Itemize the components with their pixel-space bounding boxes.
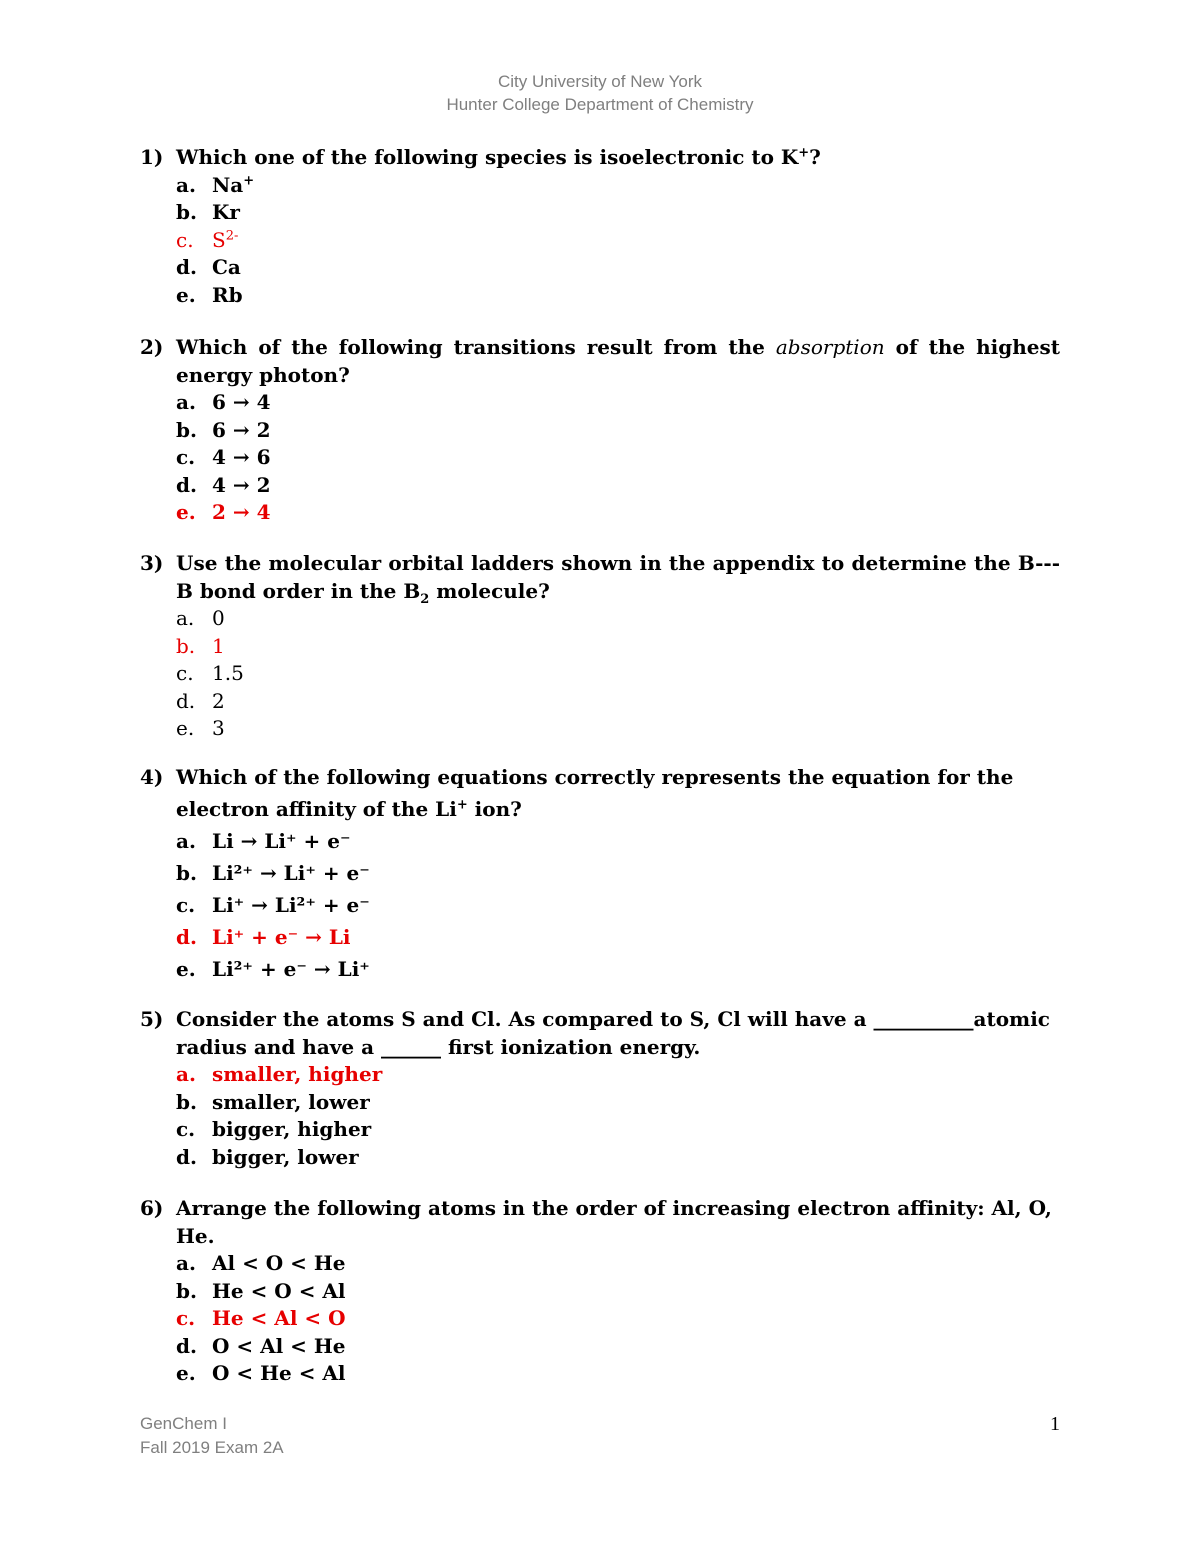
option-d: d. O < Al < He xyxy=(176,1333,346,1358)
option-e: e. 3 xyxy=(176,716,225,740)
option-d: d. 4 → 2 xyxy=(176,472,271,497)
footer-course: GenChem I xyxy=(140,1414,227,1433)
question-6 xyxy=(140,1195,1060,1388)
option-a: a. 0 xyxy=(176,606,225,630)
option-b: b. Kr xyxy=(176,200,240,224)
question-5-options xyxy=(140,1061,1060,1171)
option-d-correct: d. Li⁺ + e⁻ → Li xyxy=(176,925,351,949)
question-number: 1) xyxy=(140,145,164,169)
question-3 xyxy=(140,550,1060,743)
question-text: Which of the following transitions result from the absorption of the highest energy photon? xyxy=(176,335,1060,387)
question-5-stem xyxy=(140,1006,1060,1061)
option-c: c. Li⁺ → Li²⁺ + e⁻ xyxy=(176,893,370,917)
option-c: c. 1.5 xyxy=(176,661,244,685)
footer-exam: Fall 2019 Exam 2A xyxy=(140,1438,284,1457)
question-text: Use the molecular orbital ladders shown in the appendix to determine the B---B bond order in the $B_2$ molecule? xyxy=(176,551,1060,607)
question-4-stem xyxy=(140,761,1060,825)
question-4-options xyxy=(140,825,1060,985)
option-e: e. Li²⁺ + e⁻ → Li⁺ xyxy=(176,957,370,981)
header-university: City University of New York xyxy=(497,72,703,91)
option-d: d. 2 xyxy=(176,688,225,713)
question-2-options xyxy=(140,389,1060,527)
question-6-stem xyxy=(140,1195,1060,1250)
question-number: 5) xyxy=(140,1007,164,1031)
question-6-options xyxy=(140,1250,1060,1388)
option-b: b. Li²⁺ → Li⁺ + e⁻ xyxy=(176,861,370,885)
question-text: Arrange the following atoms in the order of increasing electron affinity: Al, O, He. xyxy=(176,1196,1052,1248)
option-b: b. smaller, lower xyxy=(176,1089,370,1114)
question-number: 4) xyxy=(140,765,164,789)
option-a: a. Al < O < He xyxy=(176,1251,346,1275)
question-3-stem xyxy=(140,550,1060,605)
option-a: a. Li → Li⁺ + e⁻ xyxy=(176,829,351,853)
question-2-stem xyxy=(140,334,1060,389)
option-d: d. Ca xyxy=(176,255,241,279)
option-c: c. bigger, higher xyxy=(176,1117,372,1141)
question-number: 2) xyxy=(140,335,164,359)
option-e: e. O < He < Al xyxy=(176,1361,346,1385)
page-number: 1 xyxy=(1050,1413,1060,1435)
header-department: Hunter College Department of Chemistry xyxy=(446,95,754,114)
option-c-correct: c. He < Al < O xyxy=(176,1306,346,1330)
option-e: e. Rb xyxy=(176,282,243,307)
question-1-options xyxy=(140,172,1060,310)
option-a-correct: a. smaller, higher xyxy=(176,1062,383,1086)
question-4 xyxy=(140,761,1060,985)
option-d: d. bigger, lower xyxy=(176,1144,359,1169)
page-footer xyxy=(140,1412,284,1460)
option-b: b. 6 → 2 xyxy=(176,417,271,442)
option-c: c. 4 → 6 xyxy=(176,445,271,469)
page-header xyxy=(0,70,1200,116)
question-number: 3) xyxy=(140,551,164,575)
question-1 xyxy=(140,144,1060,309)
question-5 xyxy=(140,1006,1060,1171)
question-text: Which of the following equations correctly represents the equation for the electron affinity of the Li+ ion? xyxy=(176,765,1014,821)
question-number: 6) xyxy=(140,1196,164,1220)
question-text: Consider the atoms S and Cl. As compared to S, Cl will have a __________atomic radius and have a ______ first ionization energy. xyxy=(176,1007,1050,1059)
option-c-correct: c. $S^{2-}$ xyxy=(176,227,239,252)
option-a: a. Na+ xyxy=(176,172,255,197)
option-b: b. He < O < Al xyxy=(176,1278,346,1303)
question-2 xyxy=(140,334,1060,527)
option-b-correct: b. 1 xyxy=(176,633,225,658)
option-e-correct: e. 2 → 4 xyxy=(176,500,271,524)
option-a: a. 6 → 4 xyxy=(176,390,271,414)
question-1-stem xyxy=(140,144,1060,172)
question-3-options xyxy=(140,605,1060,743)
question-text: Which one of the following species is isoelectronic to K+? xyxy=(176,145,821,169)
